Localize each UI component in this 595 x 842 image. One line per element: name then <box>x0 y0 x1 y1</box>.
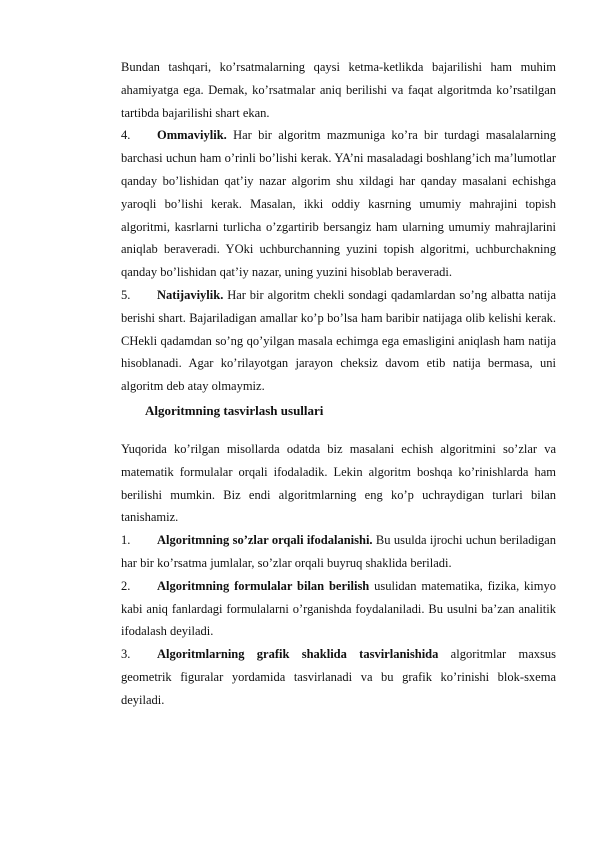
intro-text: Bundan tashqari, ko’rsatmalarning qaysi ketma-ketlikda bajarilishi ham muhim ahamiyatga ega. Demak, ko’rsatmalar aniq berilishi va faqat algoritmda ko’rsatilgan tartibda bajarilishi shart ekan. <box>121 60 556 120</box>
list-item-method-3 <box>121 643 556 711</box>
list-number: 1. <box>121 533 131 548</box>
list-number: 3. <box>121 647 131 662</box>
item-text: algoritmlar maxsus geometrik figuralar yordamida tasvirlanadi va bu grafik ko’rinishi blok-sxema deyiladi. <box>121 647 556 707</box>
section-paragraph <box>121 438 556 529</box>
list-item-method-2 <box>121 575 556 643</box>
text-column <box>121 56 556 712</box>
list-item-ommaviylik <box>121 124 556 284</box>
item-title: Algoritmning so’zlar orqali ifodalanishi. <box>157 533 373 548</box>
section-text: Yuqorida ko’rilgan misollarda odatda biz masalani echish algoritmini so’zlar va matematik formulalar orqali ifodaladik. Lekin algoritm boshqa ko’rinishlarda ham berilishi mumkin. Biz endi algoritmlarning eng ko’p uchraydigan turlari bilan tanishamiz. <box>121 441 556 525</box>
list-number: 5. <box>121 287 131 302</box>
intro-paragraph <box>121 56 556 124</box>
item-title: Ommaviylik. <box>157 128 227 143</box>
list-number: 2. <box>121 578 131 593</box>
item-title: Natijaviylik. <box>157 287 224 302</box>
item-text: Har bir algoritm mazmuniga ko’ra bir turdagi masalalarning barchasi uchun ham o’rinli bo’lishi kerak. YA’ni masaladagi boshlang’ich ma’lumotlar qanday bo’lishidan qat’iy nazar algorim shu xildagi har qanday masalani echishga yaroqli bo’lishi kerak. Masalan, ikki oddiy kasrning umumiy mahrajini topish algoritmi, kasrlarni turlicha o’zgartirib bersangiz ham ularning umumiy mahrajlarini aniqlab beraveradi. YOki uchburchanning yuzini topish algoritmi, uchburchakning qanday bo’lishidan qat’iy nazar, uning yuzini hisoblab beraveradi. <box>121 128 556 280</box>
item-text: Bu usulda ijrochi uchun beriladigan har bir ko’rsatma jumlalar, so’zlar orqali buyruq shaklida beriladi. <box>121 533 556 570</box>
section-heading: Algoritmning tasvirlash usullari <box>145 402 324 418</box>
list-item-method-1 <box>121 529 556 575</box>
list-item-natijaviylik <box>121 284 556 398</box>
list-number: 4. <box>121 128 131 143</box>
item-text: Har bir algoritm chekli sondagi qadamlardan so’ng albatta natija berishi shart. Bajariladigan amallar ko’p bo’lsa ham baribir natijaga olib kelishi kerak. CHekli qadamdan so’ng qo’yilgan masala echimga ega emasligini aniqlash ham natija hisoblanadi. Agar ko’rilayotgan jarayon cheksiz davom etib natija bermasa, uni algoritm deb atay olmaymiz. <box>121 287 556 394</box>
item-title: Algoritmning formulalar bilan berilish <box>157 578 370 593</box>
item-text: usulidan matematika, fizika, kimyo kabi aniq fanlardagi formulalarni o’rganishda foydalaniladi. Bu usulni ba’zan analitik ifodalash deyiladi. <box>121 578 556 639</box>
item-title: Algoritmlarning grafik shaklida tasvirlanishida <box>157 647 439 662</box>
